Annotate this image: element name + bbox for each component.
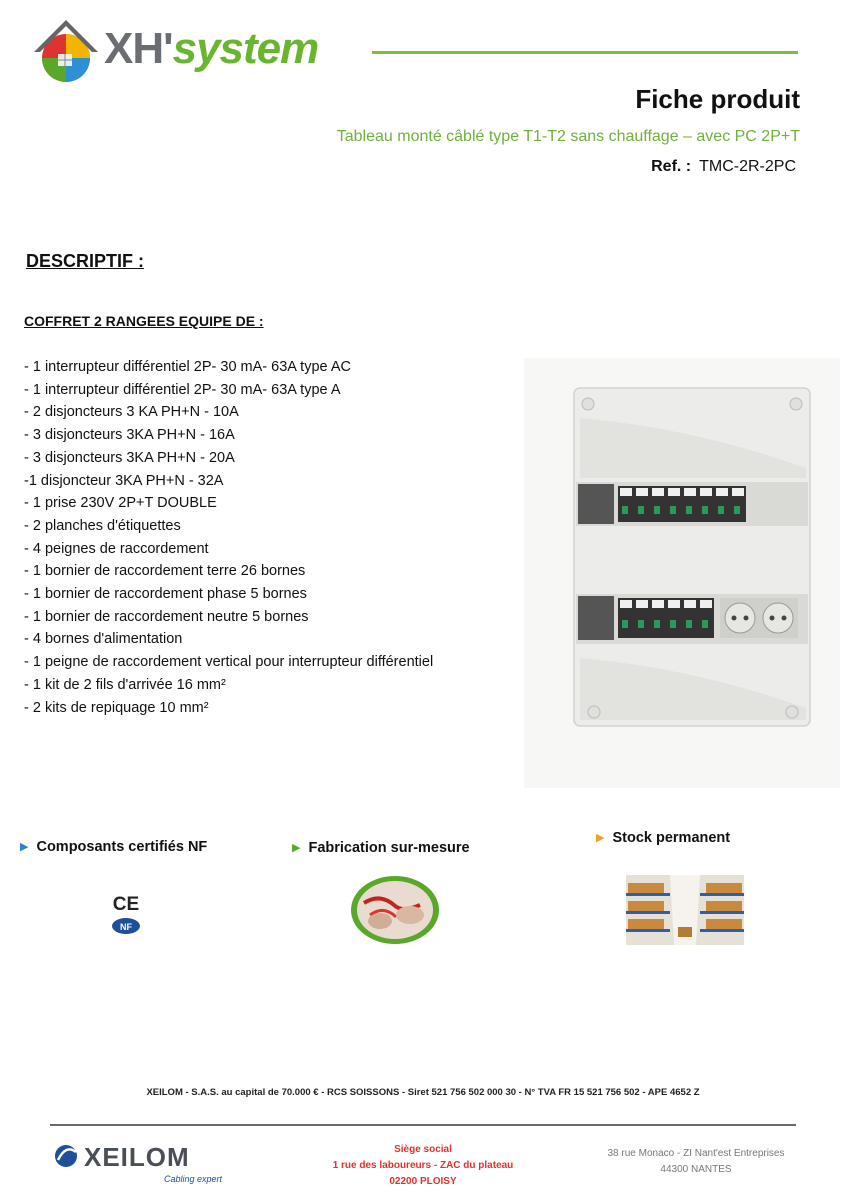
footer-divider [50, 1124, 796, 1126]
address-line2: 44300 NANTES [660, 1164, 732, 1175]
ce-mark: CE [112, 894, 140, 915]
hq-line2: 02200 PLOISY [389, 1176, 457, 1187]
hq-line1: 1 rue des laboureurs - ZAC du plateau [332, 1160, 514, 1171]
product-reference [651, 158, 796, 176]
nf-mark: NF [120, 922, 132, 932]
list-item: - 4 bornes d'alimentation [24, 631, 183, 648]
feature-permanent-stock [596, 830, 730, 846]
address-line1: 38 rue Monaco - ZI Nant'est Entreprises [607, 1148, 785, 1159]
logo-wordmark-part2: system [172, 24, 319, 73]
reference-value: TMC-2R-2PC [699, 158, 796, 175]
product-photo [524, 358, 840, 788]
list-item: - 1 bornier de raccordement phase 5 bornes [24, 586, 307, 603]
wiring-hands-photo [350, 875, 440, 945]
ce-nf-certification-icon [108, 890, 144, 938]
page-title: Fiche produit [635, 84, 800, 114]
list-item: - 1 peigne de raccordement vertical pour interrupteur différentiel [24, 654, 434, 671]
triangle-bullet-icon: ▶ [292, 842, 301, 854]
list-item: - 4 peignes de raccordement [24, 540, 209, 557]
list-item: - 2 planches d'étiquettes [24, 517, 181, 534]
list-item: - 1 bornier de raccordement neutre 5 bornes [24, 608, 309, 625]
legal-notice: XEILOM - S.A.S. au capital de 70.000 € - RCS SOISSONS - Siret 521 756 502 000 30 - N° TVA FR 15 521 756 502 - APE 4652 Z [146, 1087, 700, 1098]
list-item: - 1 kit de 2 fils d'arrivée 16 mm² [24, 676, 226, 693]
logo-wordmark-part1: XH' [104, 24, 173, 73]
list-item: - 2 kits de repiquage 10 mm² [24, 699, 209, 716]
list-item: -1 disjoncteur 3KA PH+N - 32A [24, 472, 224, 489]
reference-label: Ref. : [651, 158, 692, 175]
xeilom-wordmark: XEILOM [84, 1142, 190, 1172]
component-list [24, 356, 433, 719]
feature-fabrication-label: Fabrication sur-mesure [308, 840, 470, 856]
xeilom-logo [52, 1138, 232, 1188]
list-item: - 1 interrupteur différentiel 2P- 30 mA- 63A type A [24, 381, 341, 398]
feature-stock-label: Stock permanent [612, 830, 731, 846]
subheading: COFFRET 2 RANGEES EQUIPE DE : [24, 313, 264, 329]
xeilom-tagline: Cabling expert [164, 1174, 223, 1184]
section-heading: DESCRIPTIF : [26, 251, 145, 271]
warehouse-photo [626, 875, 744, 945]
feature-nf-certified [20, 839, 207, 855]
header-divider [372, 51, 798, 54]
list-item: - 3 disjoncteurs 3KA PH+N - 16A [24, 427, 235, 444]
feature-nf-label: Composants certifiés NF [36, 839, 208, 855]
feature-custom-fabrication [292, 840, 470, 856]
list-item: - 1 interrupteur différentiel 2P- 30 mA- 63A type AC [24, 359, 351, 375]
list-item: - 3 disjoncteurs 3KA PH+N - 20A [24, 449, 235, 466]
secondary-address [596, 1146, 796, 1178]
xeilom-globe-icon [55, 1145, 77, 1167]
house-icon [34, 20, 98, 82]
list-item: - 1 bornier de raccordement terre 26 bornes [24, 563, 306, 580]
product-subtitle: Tableau monté câblé type T1-T2 sans chauffage – avec PC 2P+T [336, 128, 800, 145]
list-item: - 1 prise 230V 2P+T DOUBLE [24, 495, 217, 512]
logo-wordmark [104, 24, 318, 74]
hq-title: Siège social [394, 1144, 452, 1155]
list-item: - 2 disjoncteurs 3 KA PH+N - 10A [24, 404, 239, 421]
triangle-bullet-icon: ▶ [596, 832, 605, 844]
triangle-bullet-icon: ▶ [20, 841, 29, 853]
head-office-address [300, 1142, 546, 1190]
